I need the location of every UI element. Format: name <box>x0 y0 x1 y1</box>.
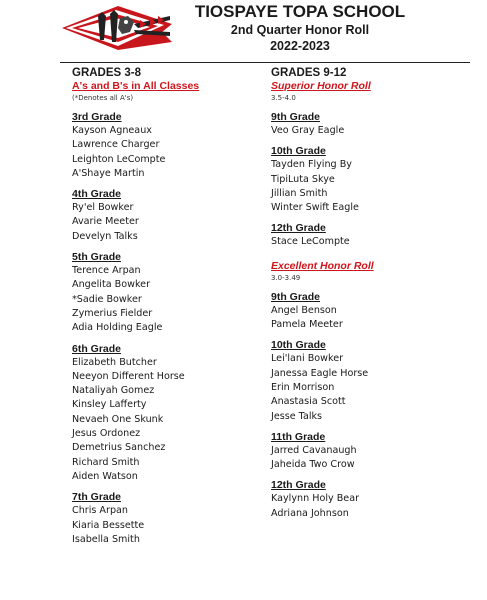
school-logo-icon <box>58 2 176 54</box>
grade-group <box>72 188 262 244</box>
header <box>170 2 430 54</box>
grade-group <box>271 145 471 215</box>
student-name: Elizabeth Butcher <box>72 356 157 368</box>
grade-group <box>72 491 262 547</box>
column-heading: GRADES 3-8 <box>72 67 142 79</box>
grade-group <box>72 251 262 335</box>
grade-group <box>271 431 471 473</box>
student-name: Adia Holding Eagle <box>72 322 163 334</box>
grade-heading: 9th Grade <box>271 111 321 123</box>
grade-heading: 11th Grade <box>271 430 326 443</box>
grade-group <box>271 339 471 423</box>
student-name: Nevaeh One Skunk <box>72 413 164 425</box>
grade-heading: 5th Grade <box>72 251 122 264</box>
excellent-range: 3.0-3.49 <box>271 273 301 282</box>
honor-roll-title: 2nd Quarter Honor Roll <box>230 23 370 37</box>
student-name: Kinsley Lafferty <box>72 399 147 411</box>
student-name: Nataliyah Gomez <box>72 385 155 397</box>
student-name: Anastasia Scott <box>271 396 346 408</box>
grades-9-12-column <box>271 66 471 521</box>
student-name: Adriana Johnson <box>271 507 349 519</box>
superior-range: 3.5-4.0 <box>271 94 296 102</box>
school-year: 2022-2023 <box>270 39 330 53</box>
student-name: Isabella Smith <box>72 533 140 545</box>
grade-heading: 10th Grade <box>271 339 326 352</box>
student-name: Kaylynn Holy Bear <box>271 493 360 505</box>
grade-groups <box>72 111 262 547</box>
excellent-grade-groups <box>271 291 471 521</box>
grade-heading: 6th Grade <box>72 342 122 355</box>
grade-heading: 12th Grade <box>271 479 326 492</box>
student-name: Erin Morrison <box>271 381 335 393</box>
student-name: *Sadie Bowker <box>72 293 142 305</box>
student-name: Demetrius Sanchez <box>72 442 166 454</box>
grade-heading: 3rd Grade <box>72 111 122 123</box>
superior-category: Superior Honor Roll <box>271 80 371 92</box>
student-name: Leighton LeCompte <box>72 153 166 165</box>
student-name: Terence Arpan <box>72 265 141 277</box>
student-name: Angel Benson <box>271 304 337 316</box>
grade-group <box>271 222 471 249</box>
student-name: Jesse Talks <box>271 410 323 422</box>
student-name: Veo Gray Eagle <box>271 125 345 136</box>
student-name: Janessa Eagle Horse <box>271 367 369 379</box>
student-name: Winter Swift Eagle <box>271 202 359 214</box>
student-name: Aiden Watson <box>72 470 138 482</box>
student-name: Stace LeCompte <box>271 236 350 248</box>
grade-group <box>271 479 471 521</box>
student-name: Kiaria Bessette <box>72 519 145 531</box>
student-name: Jesus Ordonez <box>72 428 141 440</box>
student-name: Jaheida Two Crow <box>271 459 355 471</box>
student-name: Avarie Meeter <box>72 216 139 228</box>
grades-3-8-column <box>72 66 262 547</box>
student-name: TipiLuta Skye <box>271 173 335 185</box>
grade-heading: 10th Grade <box>271 145 326 158</box>
student-name: Richard Smith <box>72 456 140 468</box>
student-name: A'Shaye Martin <box>72 167 145 179</box>
column-heading: GRADES 9-12 <box>271 67 347 79</box>
header-divider <box>60 62 470 63</box>
student-name: Ry'el Bowker <box>72 202 134 214</box>
student-name: Jarred Cavanaugh <box>271 444 357 456</box>
student-name: Pamela Meeter <box>271 319 343 331</box>
student-name: Lawrence Charger <box>72 139 160 151</box>
student-name: Jillian Smith <box>271 187 328 199</box>
grade-group <box>72 343 262 485</box>
grade-group <box>72 111 262 181</box>
grade-heading: 7th Grade <box>72 491 122 504</box>
student-name: Chris Arpan <box>72 505 128 517</box>
grade-group <box>271 291 471 333</box>
school-name: TIOSPAYE TOPA SCHOOL <box>194 2 406 21</box>
honor-note: (*Denotes all A's) <box>72 94 134 102</box>
excellent-section <box>271 260 471 521</box>
superior-grade-groups <box>271 111 471 250</box>
student-name: Kayson Agneaux <box>72 125 152 136</box>
student-name: Angelita Bowker <box>72 279 151 291</box>
honor-category: A's and B's in All Classes <box>72 80 200 92</box>
grade-heading: 4th Grade <box>72 188 122 201</box>
grade-heading: 12th Grade <box>271 222 326 235</box>
student-name: Zymerius Fielder <box>72 307 153 319</box>
student-name: Develyn Talks <box>72 230 138 242</box>
student-name: Neeyon Different Horse <box>72 370 185 382</box>
student-name: Tayden Flying By <box>271 159 352 171</box>
excellent-category: Excellent Honor Roll <box>271 259 374 272</box>
grade-heading: 9th Grade <box>271 290 321 303</box>
student-name: Lei'lani Bowker <box>271 353 344 365</box>
grade-group <box>271 111 471 138</box>
